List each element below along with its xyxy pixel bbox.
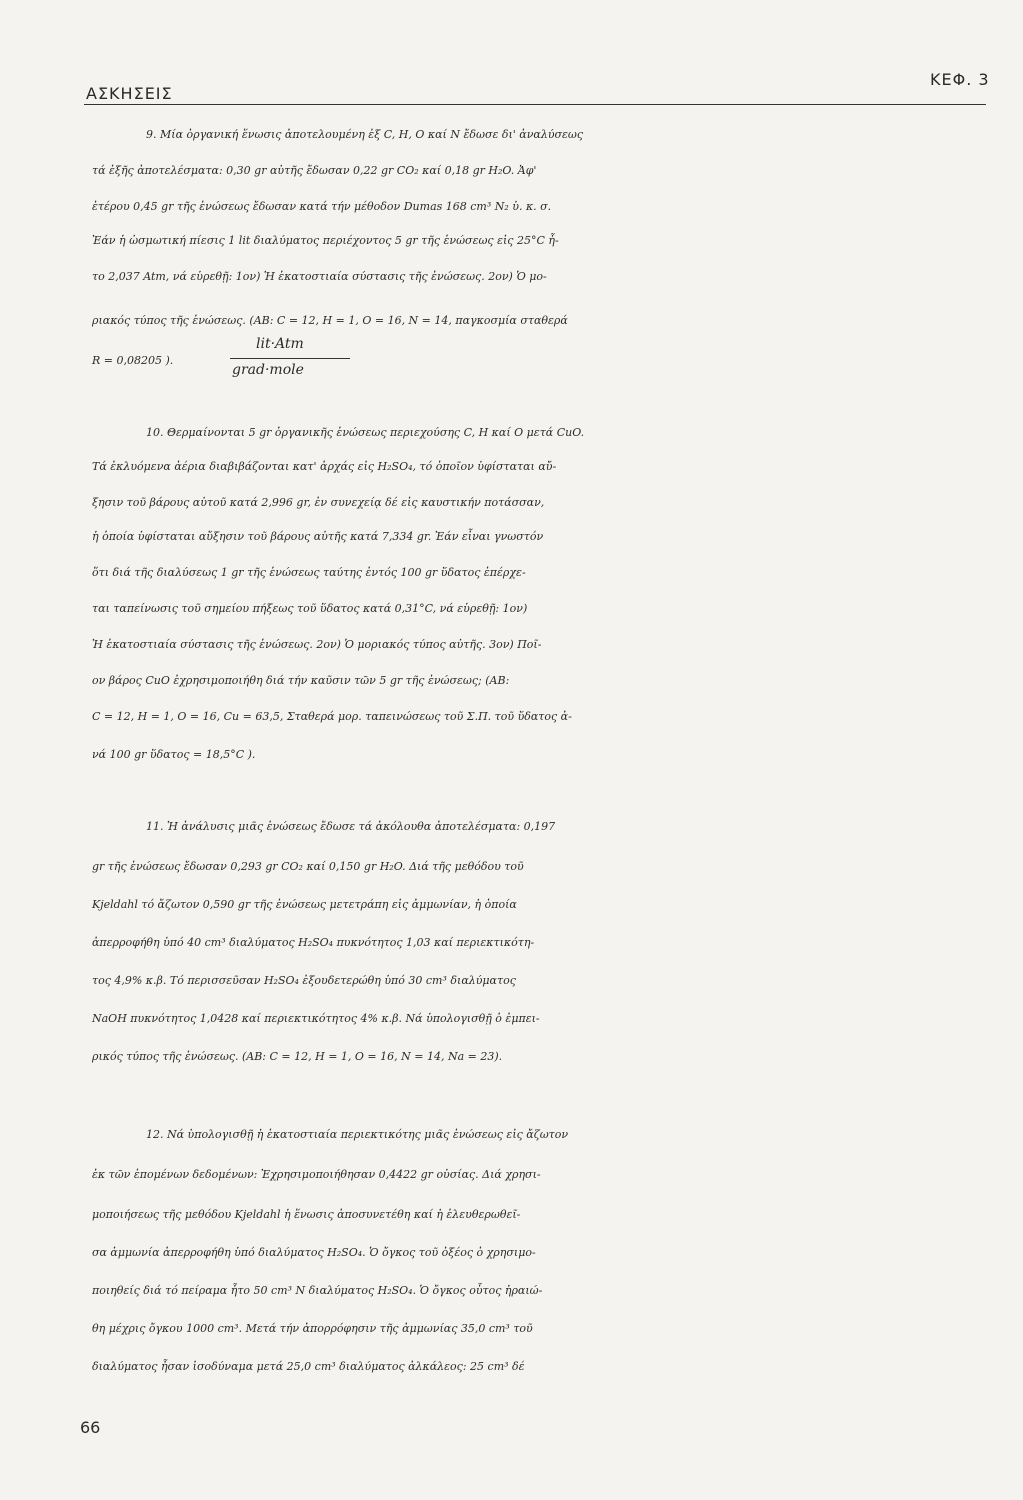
page-number: 66 [80, 1418, 101, 1437]
fraction-numerator: lit·Atm [256, 336, 304, 352]
text-line: 11. Ἡ ἀνάλυσις μιᾶς ἑνώσεως ἔδωσε τά ἀκόλουθα ἀποτελέσματα: 0,197 [146, 820, 556, 833]
text-line: ρικός τύπος τῆς ἑνώσεως. (ΑΒ: C = 12, H = 1, O = 16, N = 14, Na = 23). [92, 1050, 503, 1063]
text-line: gr τῆς ἑνώσεως ἔδωσαν 0,293 gr CO₂ καί 0,150 gr H₂O. Διά τῆς μεθόδου τοῦ [92, 860, 524, 873]
text-line: θη μέχρις ὄγκου 1000 cm³. Μετά τήν ἀπορρόφησιν τῆς ἀμμωνίας 35,0 cm³ τοῦ [92, 1322, 533, 1335]
text-line: σα ἀμμωνία ἀπερροφήθη ὑπό διαλύματος H₂SO₄. Ὁ ὄγκος τοῦ ὀξέος ὁ χρησιμο- [92, 1246, 536, 1259]
text-line: C = 12, H = 1, O = 16, Cu = 63,5, Σταθερά μορ. ταπεινώσεως τοῦ Σ.Π. τοῦ ὕδατος ἀ- [92, 710, 572, 723]
text-line: Ἐάν ἡ ὠσμωτική πίεσις 1 lit διαλύματος περιέχοντος 5 gr τῆς ἑνώσεως εἰς 25°C ἦ- [92, 234, 559, 247]
text-line: Ἡ ἑκατοστιαία σύστασις τῆς ἑνώσεως. 2ον) Ὁ μοριακός τύπος αὐτῆς. 3ον) Ποῖ- [92, 638, 542, 651]
text-line: 9. Μία ὀργανική ἕνωσις ἀποτελουμένη ἐξ C, H, O καί N ἔδωσε δι' ἀναλύσεως [146, 128, 584, 141]
text-line: ποιηθείς διά τό πείραμα ἦτο 50 cm³ N διαλύματος H₂SO₄. Ὁ ὄγκος οὗτος ἠραιώ- [92, 1284, 543, 1297]
text-line: ἑτέρου 0,45 gr τῆς ἑνώσεως ἔδωσαν κατά τήν μέθοδον Dumas 168 cm³ N₂ ὑ. κ. σ. [92, 200, 552, 213]
text-line: Τά ἐκλυόμενα ἀέρια διαβιβάζονται κατ' ἀρχάς εἰς H₂SO₄, τό ὁποῖον ὑφίσταται αὔ- [92, 460, 557, 473]
text-line: νά 100 gr ὕδατος = 18,5°C ). [92, 748, 256, 761]
text-line: ἐκ τῶν ἑπομένων δεδομένων: Ἐχρησιμοποιήθησαν 0,4422 gr οὐσίας. Διά χρησι- [92, 1168, 541, 1181]
text-line: ριακός τύπος τῆς ἑνώσεως. (ΑΒ: C = 12, H = 1, O = 16, N = 14, παγκοσμία σταθερά [92, 314, 568, 327]
text-line: Kjeldahl τό ἄζωτον 0,590 gr τῆς ἑνώσεως μετετράπη εἰς ἀμμωνίαν, ἡ ὁποία [92, 898, 517, 911]
text-line: ἡ ὁποία ὑφίσταται αὔξησιν τοῦ βάρους αὐτῆς κατά 7,334 gr. Ἐάν εἶναι γνωστόν [92, 530, 544, 543]
header-rule [84, 104, 986, 105]
text-line: NaOH πυκνότητος 1,0428 καί περιεκτικότητος 4% κ.β. Νά ὑπολογισθῇ ὁ ἐμπει- [92, 1012, 540, 1025]
text-line: ον βάρος CuO ἐχρησιμοποιήθη διά τήν καῦσιν τῶν 5 gr τῆς ἑνώσεως; (ΑΒ: [92, 674, 510, 687]
text-line: ἀπερροφήθη ὑπό 40 cm³ διαλύματος H₂SO₄ πυκνότητος 1,03 καί περιεκτικότη- [92, 936, 535, 949]
text-line: R = 0,08205 ). [92, 354, 174, 367]
fraction-denominator: grad·mole [232, 362, 304, 378]
section-title: ΑΣΚΗΣΕΙΣ [86, 84, 173, 103]
text-line: ται ταπείνωσις τοῦ σημείου πήξεως τοῦ ὕδατος κατά 0,31°C, νά εὑρεθῇ: 1ον) [92, 602, 528, 615]
text-line: ὅτι διά τῆς διαλύσεως 1 gr τῆς ἑνώσεως ταύτης ἐντός 100 gr ὕδατος ἐπέρχε- [92, 566, 526, 579]
text-line: το 2,037 Atm, νά εὑρεθῇ: 1ον) Ἡ ἑκατοστιαία σύστασις τῆς ἑνώσεως. 2ον) Ὁ μο- [92, 270, 547, 283]
text-line: μοποιήσεως τῆς μεθόδου Kjeldahl ἡ ἕνωσις ἀποσυνετέθη καί ἡ ἐλευθερωθεῖ- [92, 1208, 521, 1221]
text-line: 12. Νά ὑπολογισθῇ ἡ ἑκατοστιαία περιεκτικότης μιᾶς ἑνώσεως εἰς ἄζωτον [146, 1128, 569, 1141]
fraction-bar [230, 358, 350, 359]
text-line: τά ἑξῆς ἀποτελέσματα: 0,30 gr αὐτῆς ἔδωσαν 0,22 gr CO₂ καί 0,18 gr H₂O. Ἀφ' [92, 164, 537, 177]
chapter-label: ΚΕΦ. 3 [930, 70, 990, 89]
text-line: ξησιν τοῦ βάρους αὐτοῦ κατά 2,996 gr, ἐν συνεχείᾳ δέ εἰς καυστικήν ποτάσσαν, [92, 496, 545, 509]
text-line: 10. Θερμαίνονται 5 gr ὀργανικῆς ἑνώσεως περιεχούσης C, H καί O μετά CuO. [146, 426, 585, 439]
text-line: διαλύματος ἦσαν ἰσοδύναμα μετά 25,0 cm³ διαλύματος ἀλκάλεος: 25 cm³ δέ [92, 1360, 525, 1373]
text-line: τος 4,9% κ.β. Τό περισσεῦσαν H₂SO₄ ἐξουδετερώθη ὑπό 30 cm³ διαλύματος [92, 974, 516, 987]
